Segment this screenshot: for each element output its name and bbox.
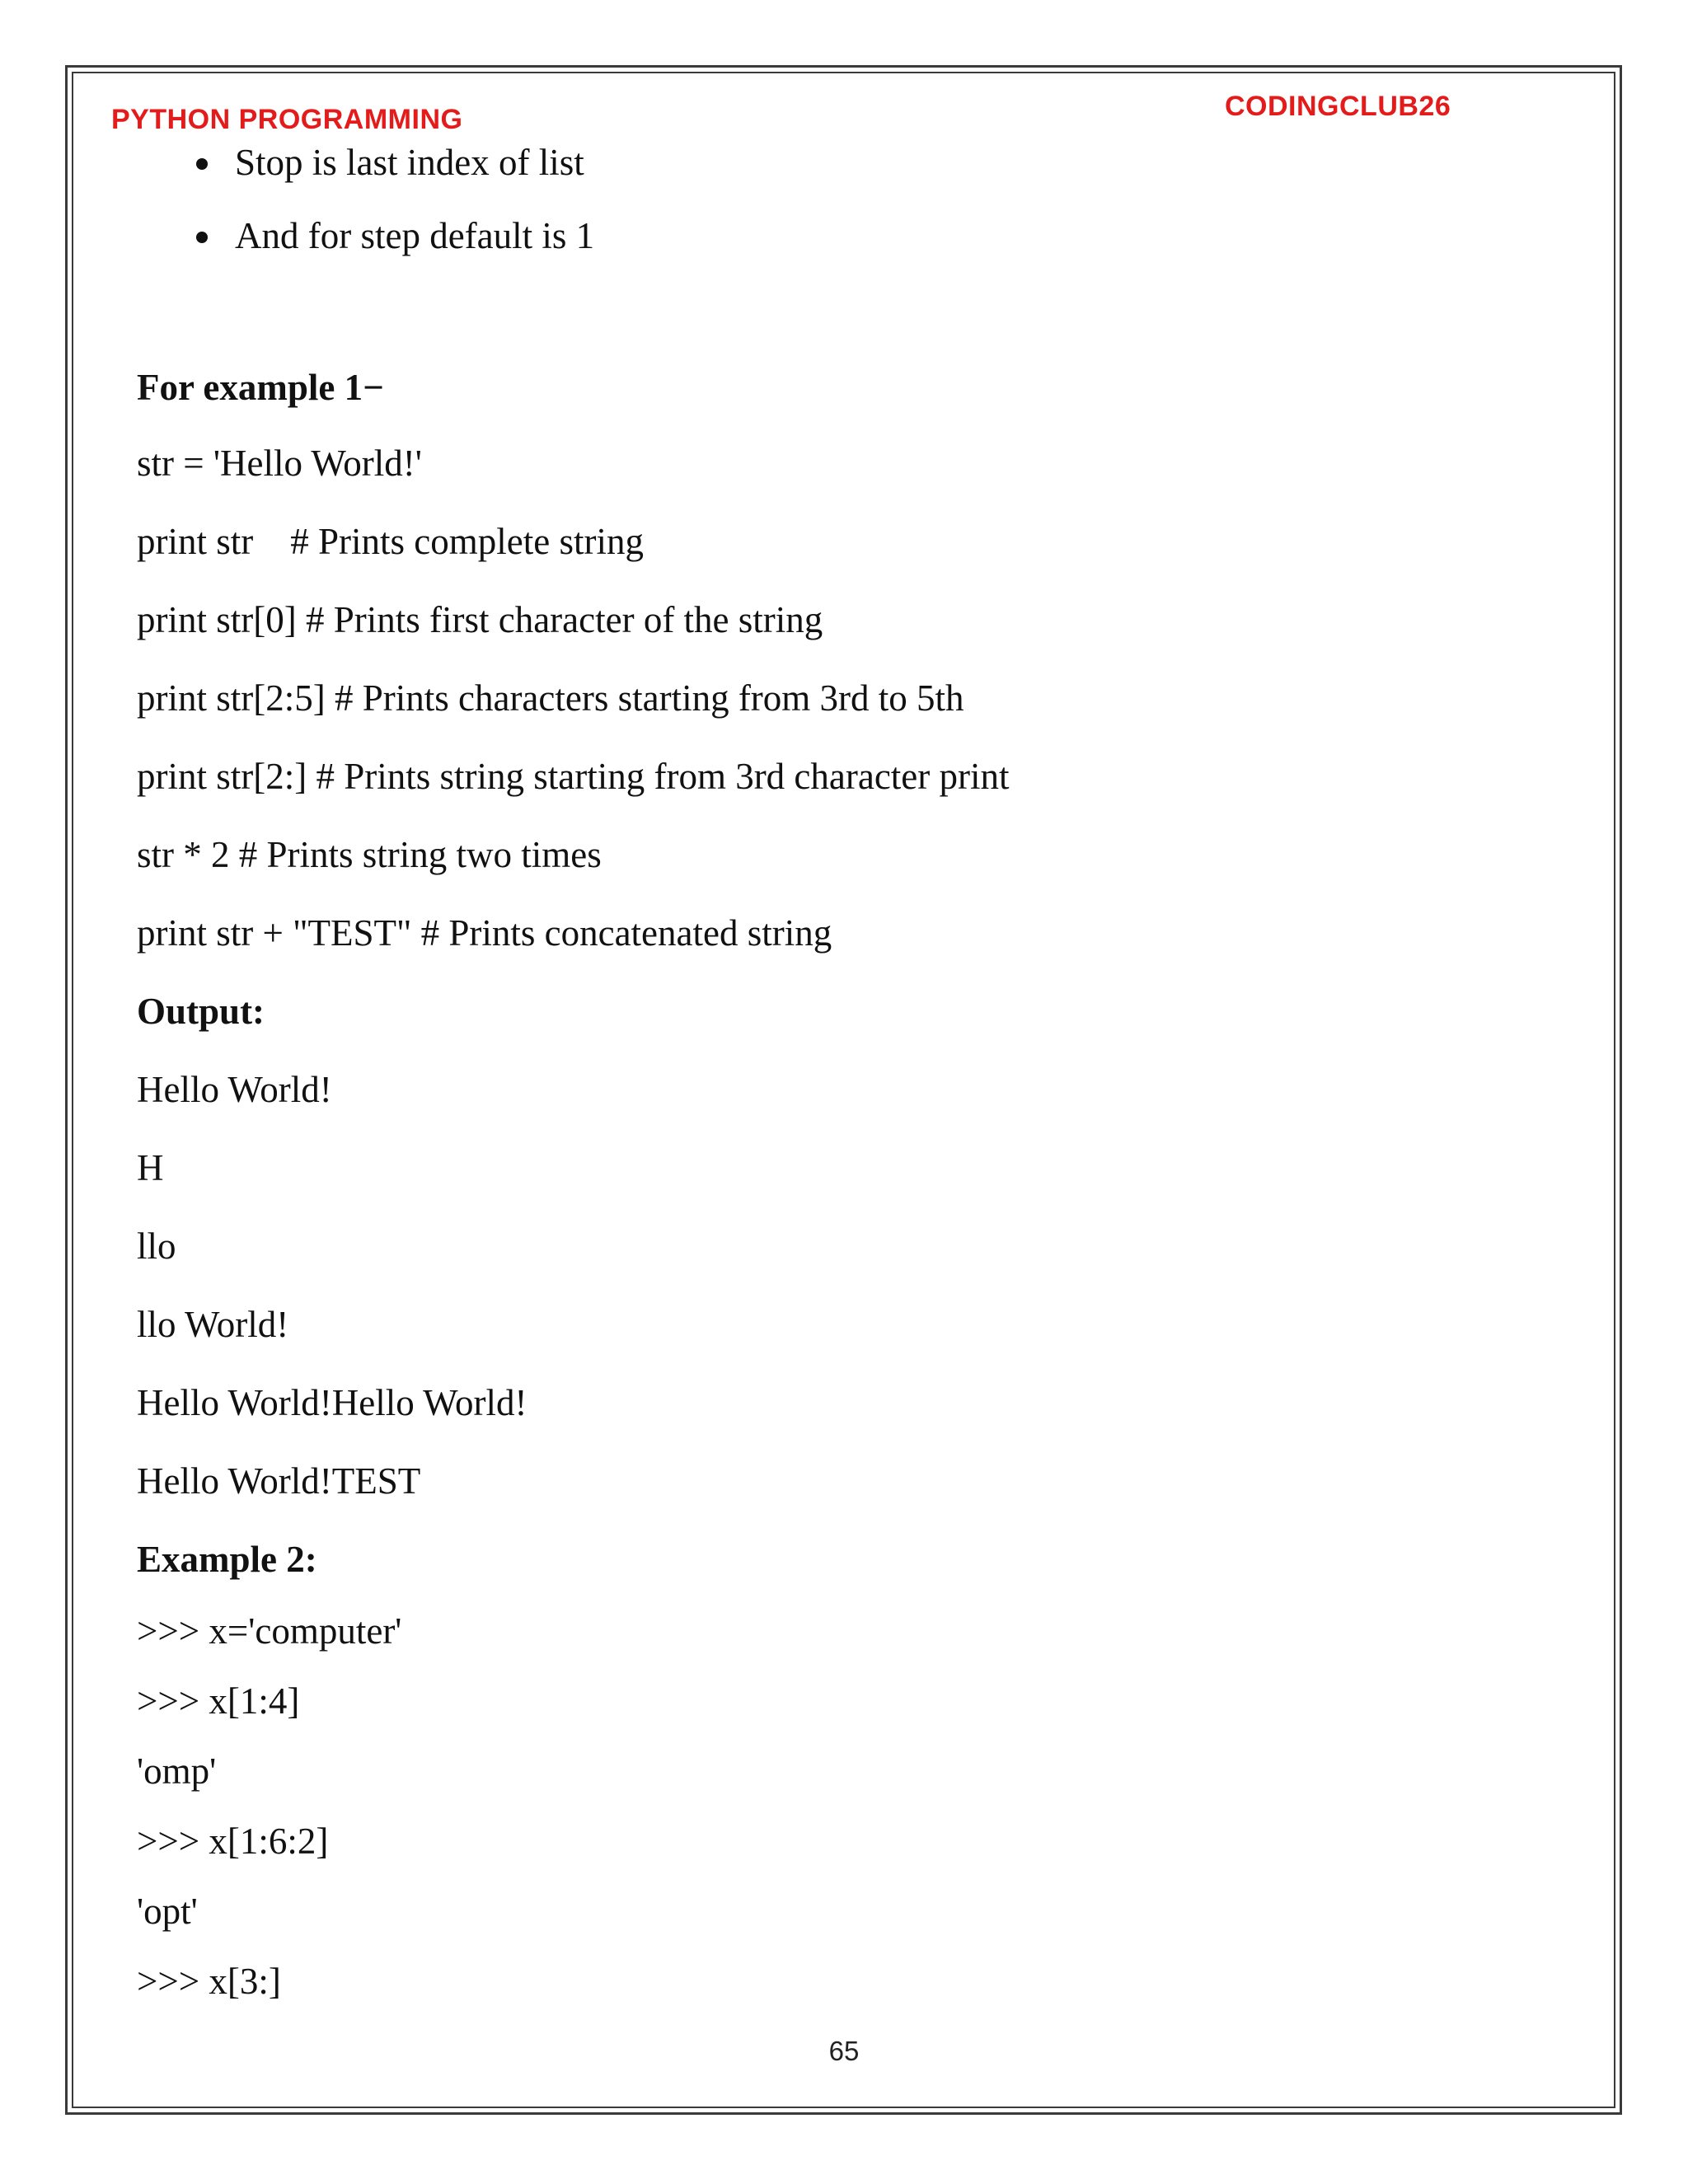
output-line: Hello World!Hello World! <box>137 1382 528 1423</box>
code-line: >>> x='computer' <box>137 1610 402 1652</box>
output-line: Hello World! <box>137 1069 332 1110</box>
output-line: llo World! <box>137 1304 289 1345</box>
bullet-dot-icon <box>196 158 208 170</box>
code-line: print str # Prints complete string <box>137 521 644 562</box>
example1-heading: For example 1− <box>137 367 384 408</box>
code-line: print str + "TEST" # Prints concatenated string <box>137 912 832 954</box>
code-line: str * 2 # Prints string two times <box>137 834 602 875</box>
output-line: llo <box>137 1226 176 1267</box>
code-line: str = 'Hello World!' <box>137 443 422 484</box>
code-line: print str[0] # Prints first character of the string <box>137 599 823 640</box>
code-line: print str[2:5] # Prints characters starting from 3rd to 5th <box>137 677 964 719</box>
code-line: >>> x[1:4] <box>137 1680 300 1722</box>
code-line: >>> x[1:6:2] <box>137 1821 329 1862</box>
header-title-left: PYTHON PROGRAMMING <box>111 104 463 135</box>
code-line: 'opt' <box>137 1891 198 1932</box>
output-line: H <box>137 1147 164 1188</box>
bullet-item: Stop is last index of list <box>235 142 584 183</box>
code-line: print str[2:] # Prints string starting from 3rd character print <box>137 756 1010 797</box>
output-line: Hello World!TEST <box>137 1460 421 1502</box>
bullet-item: And for step default is 1 <box>235 215 595 256</box>
output-heading: Output: <box>137 991 265 1032</box>
bullet-dot-icon <box>196 232 208 243</box>
header-title-right: CODINGCLUB26 <box>1225 91 1451 122</box>
page-number: 65 <box>828 2036 860 2066</box>
code-line: 'omp' <box>137 1750 217 1792</box>
example2-heading: Example 2: <box>137 1539 317 1580</box>
code-line: >>> x[3:] <box>137 1961 281 2002</box>
